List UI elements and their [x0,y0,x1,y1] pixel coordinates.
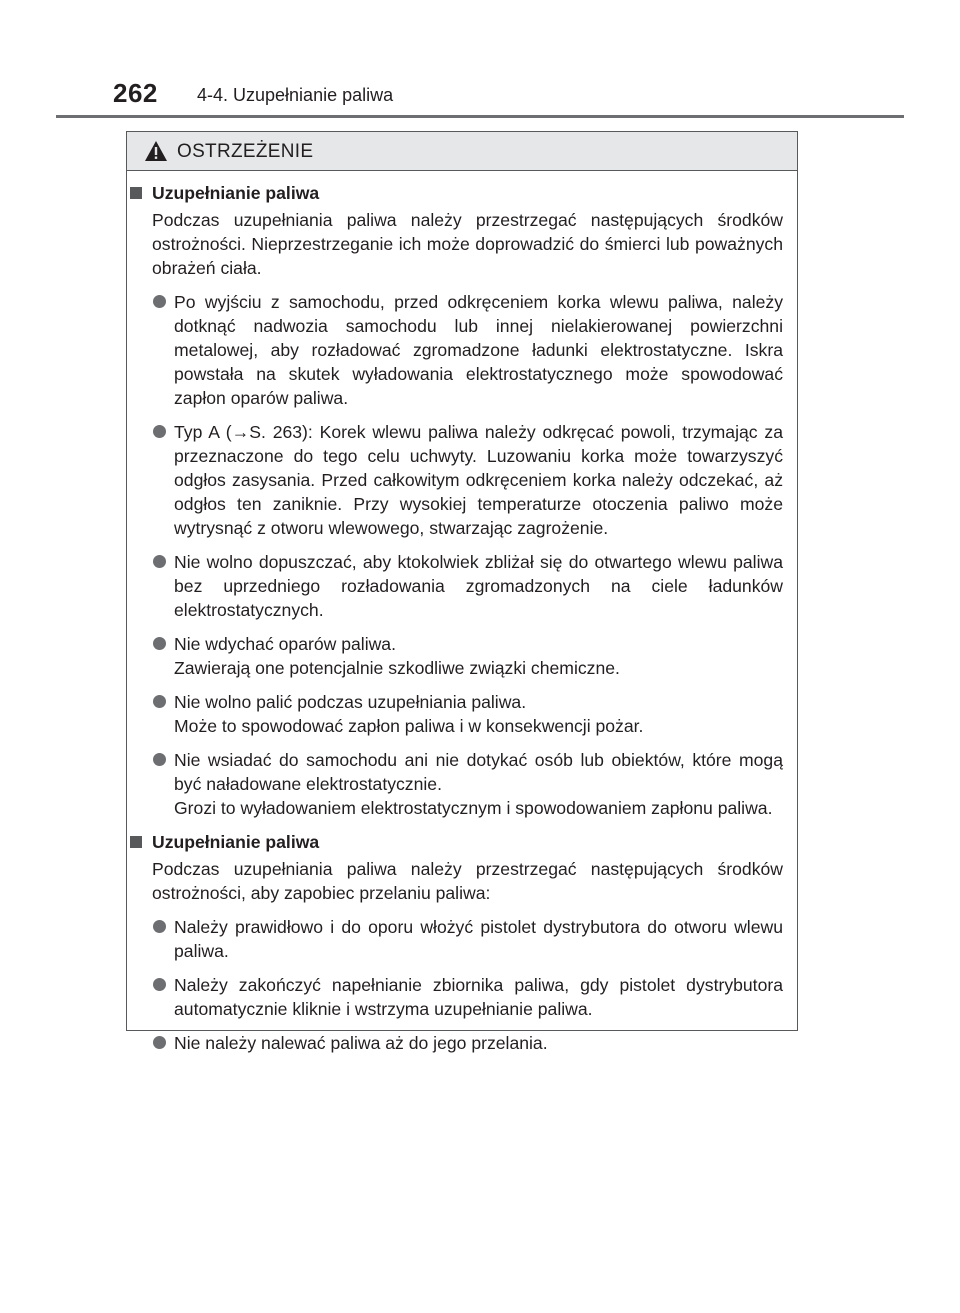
warning-triangle-icon [144,140,168,162]
round-bullet-icon [153,555,166,568]
warning-title: OSTRZEŻENIE [177,141,314,162]
section-title: 4-4. Uzupełnianie paliwa [197,85,394,105]
section-intro: Podczas uzupełniania paliwa należy przestrzegać następujących środków ostrożności, aby zapobiec przelaniu paliwa: [152,859,783,903]
header-divider [56,115,904,118]
round-bullet-icon [153,753,166,766]
page-number: 262 [113,78,158,108]
round-bullet-icon [153,295,166,308]
page-header [0,74,960,114]
warning-header [127,132,797,171]
round-bullet-icon [153,425,166,438]
warning-content [127,171,799,1055]
round-bullet-icon [153,920,166,933]
square-bullet-icon [130,187,142,199]
list-item: Nie należy nalewać paliwa aż do jego przelania. [174,1031,783,1055]
list-item: Należy prawidłowo i do oporu włożyć pistolet dystrybutora do otworu wlewu paliwa. [174,915,783,963]
square-bullet-icon [130,836,142,848]
round-bullet-icon [153,978,166,991]
round-bullet-icon [153,1036,166,1049]
list-item: Typ A (→S. 263): Korek wlewu paliwa należy odkręcać powoli, trzymając za przeznaczone do tego celu uchwyty. Luzowaniu korka może towarzyszyć odgłos zasysania. Przed całkowitym odkręceniem korka należy odczekać, aż odgłos ten zaniknie. Przy wysokiej temperaturze otoczenia paliwo może wytrysnąć z otworu wlewowego, stwarzając zagrożenie. [174,420,783,540]
list-item: Nie wsiadać do samochodu ani nie dotykać osób lub obiektów, które mogą być naładowane elektrostatycznie. Grozi to wyładowaniem elektrostatycznym i spowodowaniem zapłonu paliwa. [174,748,783,820]
section-intro: Podczas uzupełniania paliwa należy przestrzegać następujących środków ostrożności. Nieprzestrzeganie ich może doprowadzić do śmierci lub poważnych obrażeń ciała. [152,210,783,278]
round-bullet-icon [153,695,166,708]
list-item: Nie wolno dopuszczać, aby ktokolwiek zbliżał się do otwartego wlewu paliwa bez uprzedniego rozładowania zgromadzonych na ciele ładunków elektrostatycznych. [174,550,783,622]
section-heading: Uzupełnianie paliwa [127,181,799,205]
warning-box [126,131,798,1053]
list-item: Nie wdychać oparów paliwa. Zawierają one potencjalnie szkodliwe związki chemiczne. [174,632,783,680]
section-heading: Uzupełnianie paliwa [127,830,799,854]
list-item: Nie wolno palić podczas uzupełniania paliwa. Może to spowodować zapłon paliwa i w konsekwencji pożar. [174,690,783,738]
list-item: Należy zakończyć napełnianie zbiornika paliwa, gdy pistolet dystrybutora automatycznie kliknie i wstrzyma uzupełnianie paliwa. [174,973,783,1021]
list-item: Po wyjściu z samochodu, przed odkręceniem korka wlewu paliwa, należy dotknąć nadwozia samochodu lub innej nielakierowanej powierzchni metalowej, aby rozładować zgromadzone ładunki elektrostatyczne. Iskra powstała na skutek wyładowania elektrostatycznego może spowodować zapłon oparów paliwa. [174,290,783,410]
round-bullet-icon [153,637,166,650]
